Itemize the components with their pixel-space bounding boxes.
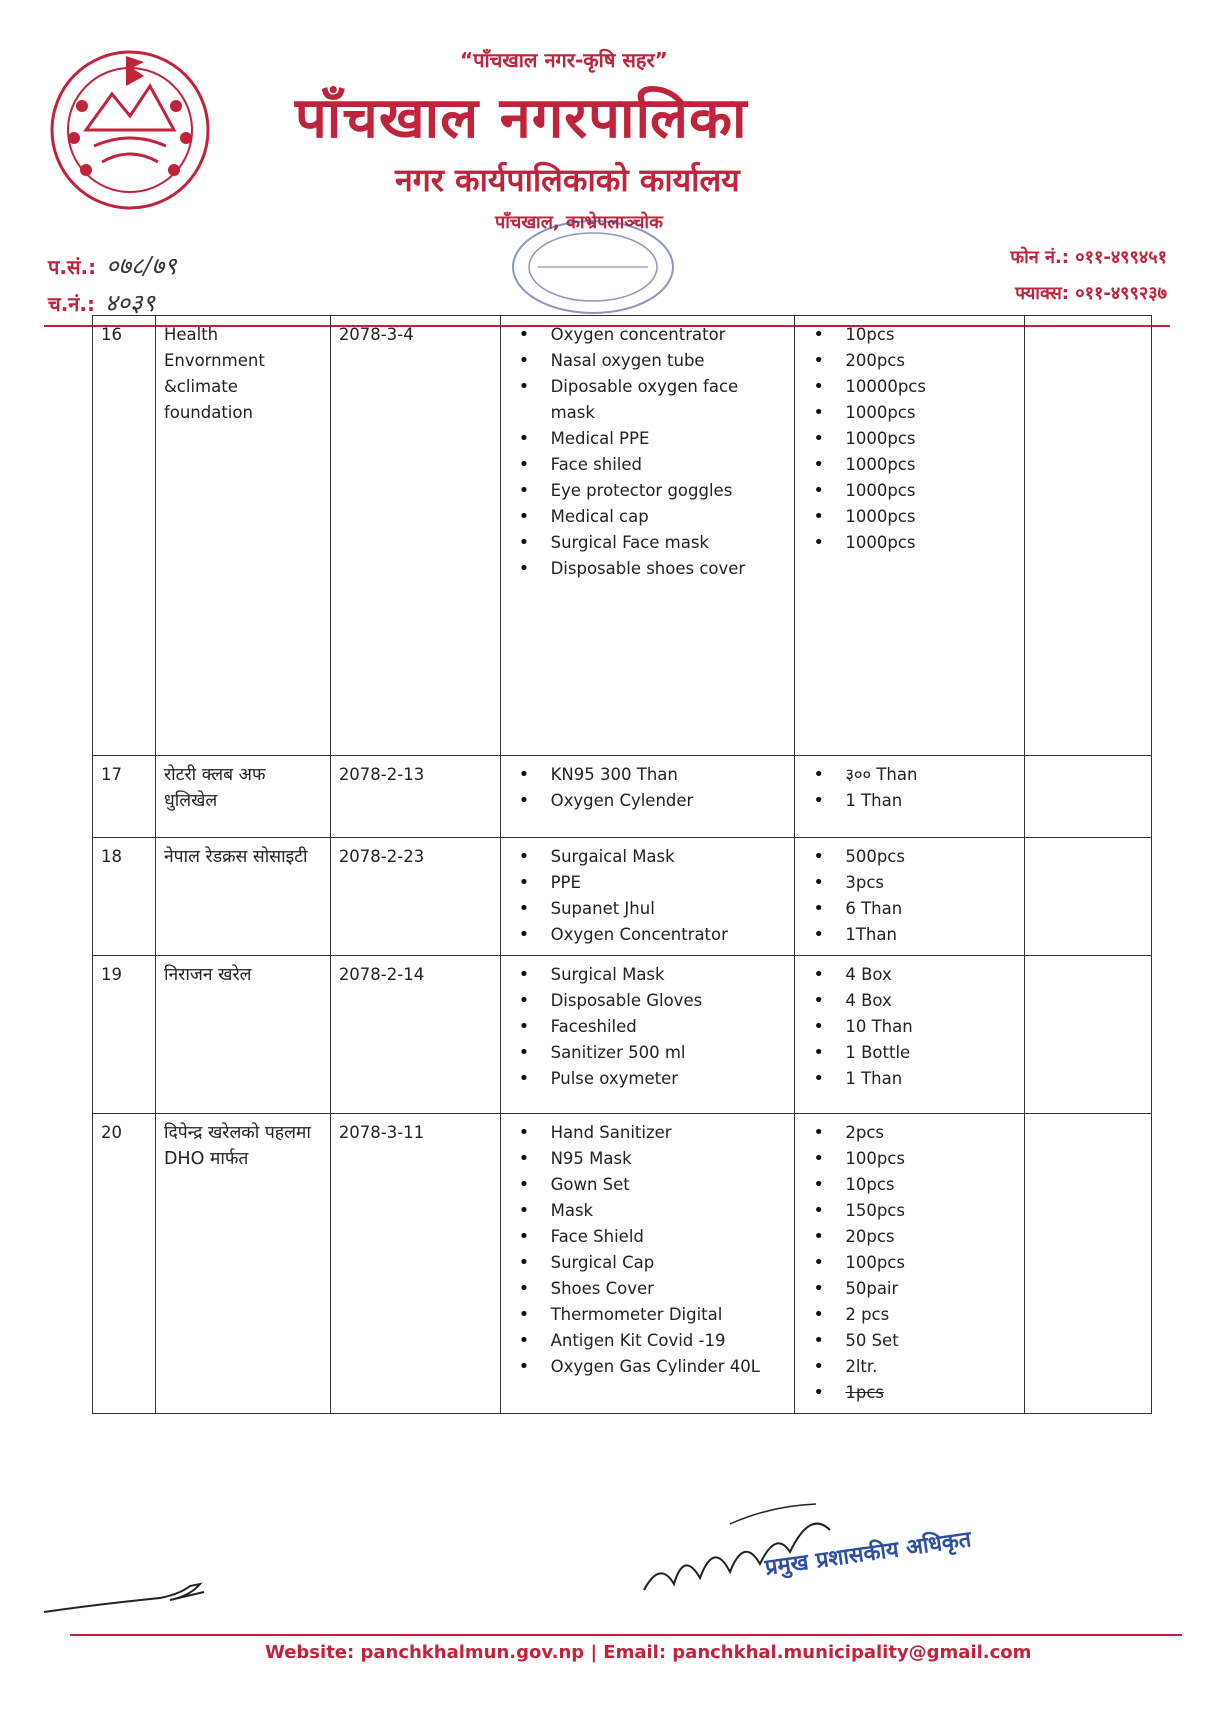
list-item: • 10000pcs (803, 374, 1016, 400)
list-item: • 3pcs (803, 870, 1016, 896)
government-emblem-icon (46, 46, 214, 214)
table-row (93, 756, 1152, 838)
list-item: • Supanet Jhul (509, 896, 787, 922)
date-cell: 2078-3-4 (330, 316, 500, 756)
list-item: • Hand Sanitizer (509, 1120, 787, 1146)
remarks-cell (1025, 316, 1152, 756)
table-row (93, 316, 1152, 756)
municipality-title: पाँचखाल नगरपालिका (295, 86, 748, 151)
table-row (93, 956, 1152, 1114)
donor-cell: दिपेन्द्र खरेलको पहलमा DHO मार्फत (155, 1114, 330, 1414)
list-item: • Pulse oxymeter (509, 1066, 787, 1092)
quantity-cell (795, 316, 1025, 756)
list-item: • 50 Set (803, 1328, 1016, 1354)
item-list (509, 1120, 787, 1380)
list-item: • Surgical Face mask (509, 530, 787, 556)
list-item: • 200pcs (803, 348, 1016, 374)
list-item: • Nasal oxygen tube (509, 348, 787, 374)
list-item: • Surgical Cap (509, 1250, 787, 1276)
office-subtitle: नगर कार्यपालिकाको कार्यालय (395, 161, 740, 199)
list-item: • 1000pcs (803, 426, 1016, 452)
list-item: • PPE (509, 870, 787, 896)
donation-table (92, 315, 1152, 1414)
list-item: • 10pcs (803, 322, 1016, 348)
dispatch-number: च.नं.: ४०३९ (48, 289, 155, 317)
quantity-list (803, 1120, 1016, 1406)
donor-cell: निराजन खरेल (155, 956, 330, 1114)
donor-cell: Health Envornment &climate foundation (155, 316, 330, 756)
date-cell: 2078-2-13 (330, 756, 500, 838)
list-item: • 6 Than (803, 896, 1016, 922)
quantity-list (803, 962, 1016, 1092)
items-cell (500, 838, 795, 956)
quantity-list (803, 322, 1016, 556)
items-cell (500, 956, 795, 1114)
list-item: • Mask (509, 1198, 787, 1224)
list-item: • 100pcs (803, 1146, 1016, 1172)
items-cell (500, 316, 795, 756)
list-item: • Faceshiled (509, 1014, 787, 1040)
list-item: • 2pcs (803, 1120, 1016, 1146)
list-item: • 1pcs (803, 1380, 1016, 1406)
list-item: • 50pair (803, 1276, 1016, 1302)
list-item: • 1 Than (803, 1066, 1016, 1092)
list-item: • Face shiled (509, 452, 787, 478)
items-cell (500, 1114, 795, 1414)
list-item: • Thermometer Digital (509, 1302, 787, 1328)
list-item: • Medical PPE (509, 426, 787, 452)
table-row (93, 1114, 1152, 1414)
list-item: • 100pcs (803, 1250, 1016, 1276)
serial-cell: 20 (93, 1114, 156, 1414)
list-item: • Sanitizer 500 ml (509, 1040, 787, 1066)
footer-contact: Website: panchkhalmun.gov.np | Email: panchkhal.municipality@gmail.com (265, 1642, 1032, 1663)
list-item: • 10 Than (803, 1014, 1016, 1040)
list-item: • 10pcs (803, 1172, 1016, 1198)
list-item: • 4 Box (803, 988, 1016, 1014)
quantity-cell (795, 838, 1025, 956)
phone-number: फोन नं.: ०११-४९९४५१ (1010, 247, 1167, 268)
quantity-cell (795, 1114, 1025, 1414)
municipality-tagline: “पाँचखाल नगर-कृषि सहर” (460, 48, 668, 72)
contact-block (1010, 240, 1167, 312)
list-item: • Disposable Gloves (509, 988, 787, 1014)
serial-cell: 16 (93, 316, 156, 756)
list-item: • 500pcs (803, 844, 1016, 870)
list-item: • N95 Mask (509, 1146, 787, 1172)
signatory-title: प्रमुख प्रशासकीय अधिकृत (763, 1527, 973, 1581)
remarks-cell (1025, 838, 1152, 956)
list-item: • Oxygen concentrator (509, 322, 787, 348)
item-list (509, 844, 787, 948)
list-item: • 1 Than (803, 788, 1016, 814)
list-item: • 2ltr. (803, 1354, 1016, 1380)
date-cell: 2078-2-14 (330, 956, 500, 1114)
list-item: • 1000pcs (803, 452, 1016, 478)
reference-number: प.सं.: ०७८/७९ (48, 252, 177, 280)
serial-cell: 19 (93, 956, 156, 1114)
list-item: • 1000pcs (803, 400, 1016, 426)
list-item: • 150pcs (803, 1198, 1016, 1224)
item-list (509, 962, 787, 1092)
list-item: • 1000pcs (803, 530, 1016, 556)
item-list (509, 322, 787, 582)
date-cell: 2078-3-11 (330, 1114, 500, 1414)
list-item: • 1000pcs (803, 478, 1016, 504)
quantity-list (803, 762, 1016, 814)
reference-block (48, 248, 177, 322)
serial-cell: 18 (93, 838, 156, 956)
list-item: • KN95 300 Than (509, 762, 787, 788)
quantity-cell (795, 956, 1025, 1114)
list-item: • 1Than (803, 922, 1016, 948)
office-seal-stamp (498, 212, 688, 322)
list-item: • Diposable oxygen face mask (509, 374, 787, 426)
list-item: • Eye protector goggles (509, 478, 787, 504)
footer-divider (70, 1634, 1182, 1636)
list-item: • Oxygen Gas Cylinder 40L (509, 1354, 787, 1380)
list-item: • ३०० Than (803, 762, 1016, 788)
list-item: • Gown Set (509, 1172, 787, 1198)
table-row (93, 838, 1152, 956)
serial-cell: 17 (93, 756, 156, 838)
remarks-cell (1025, 1114, 1152, 1414)
list-item: • Surgical Mask (509, 962, 787, 988)
remarks-cell (1025, 956, 1152, 1114)
date-cell: 2078-2-23 (330, 838, 500, 956)
items-cell (500, 756, 795, 838)
quantity-list (803, 844, 1016, 948)
list-item: • 1 Bottle (803, 1040, 1016, 1066)
list-item: • 2 pcs (803, 1302, 1016, 1328)
remarks-cell (1025, 756, 1152, 838)
list-item: • 4 Box (803, 962, 1016, 988)
list-item: • Shoes Cover (509, 1276, 787, 1302)
list-item: • 1000pcs (803, 504, 1016, 530)
list-item: • Oxygen Concentrator (509, 922, 787, 948)
list-item: • 20pcs (803, 1224, 1016, 1250)
list-item: • Medical cap (509, 504, 787, 530)
donor-cell: नेपाल रेडक्रस सोसाइटी (155, 838, 330, 956)
quantity-cell (795, 756, 1025, 838)
list-item: • Antigen Kit Covid -19 (509, 1328, 787, 1354)
donor-cell: रोटरी क्लब अफ धुलिखेल (155, 756, 330, 838)
list-item: • Disposable shoes cover (509, 556, 787, 582)
list-item: • Oxygen Cylender (509, 788, 787, 814)
list-item: • Surgaical Mask (509, 844, 787, 870)
item-list (509, 762, 787, 814)
left-signature (40, 1578, 210, 1618)
office-address: पाँचखाल, काभ्रेपलाञ्चोक (495, 212, 663, 233)
list-item: • Face Shield (509, 1224, 787, 1250)
fax-number: फ्याक्स: ०११-४९९२३७ (1015, 283, 1167, 304)
